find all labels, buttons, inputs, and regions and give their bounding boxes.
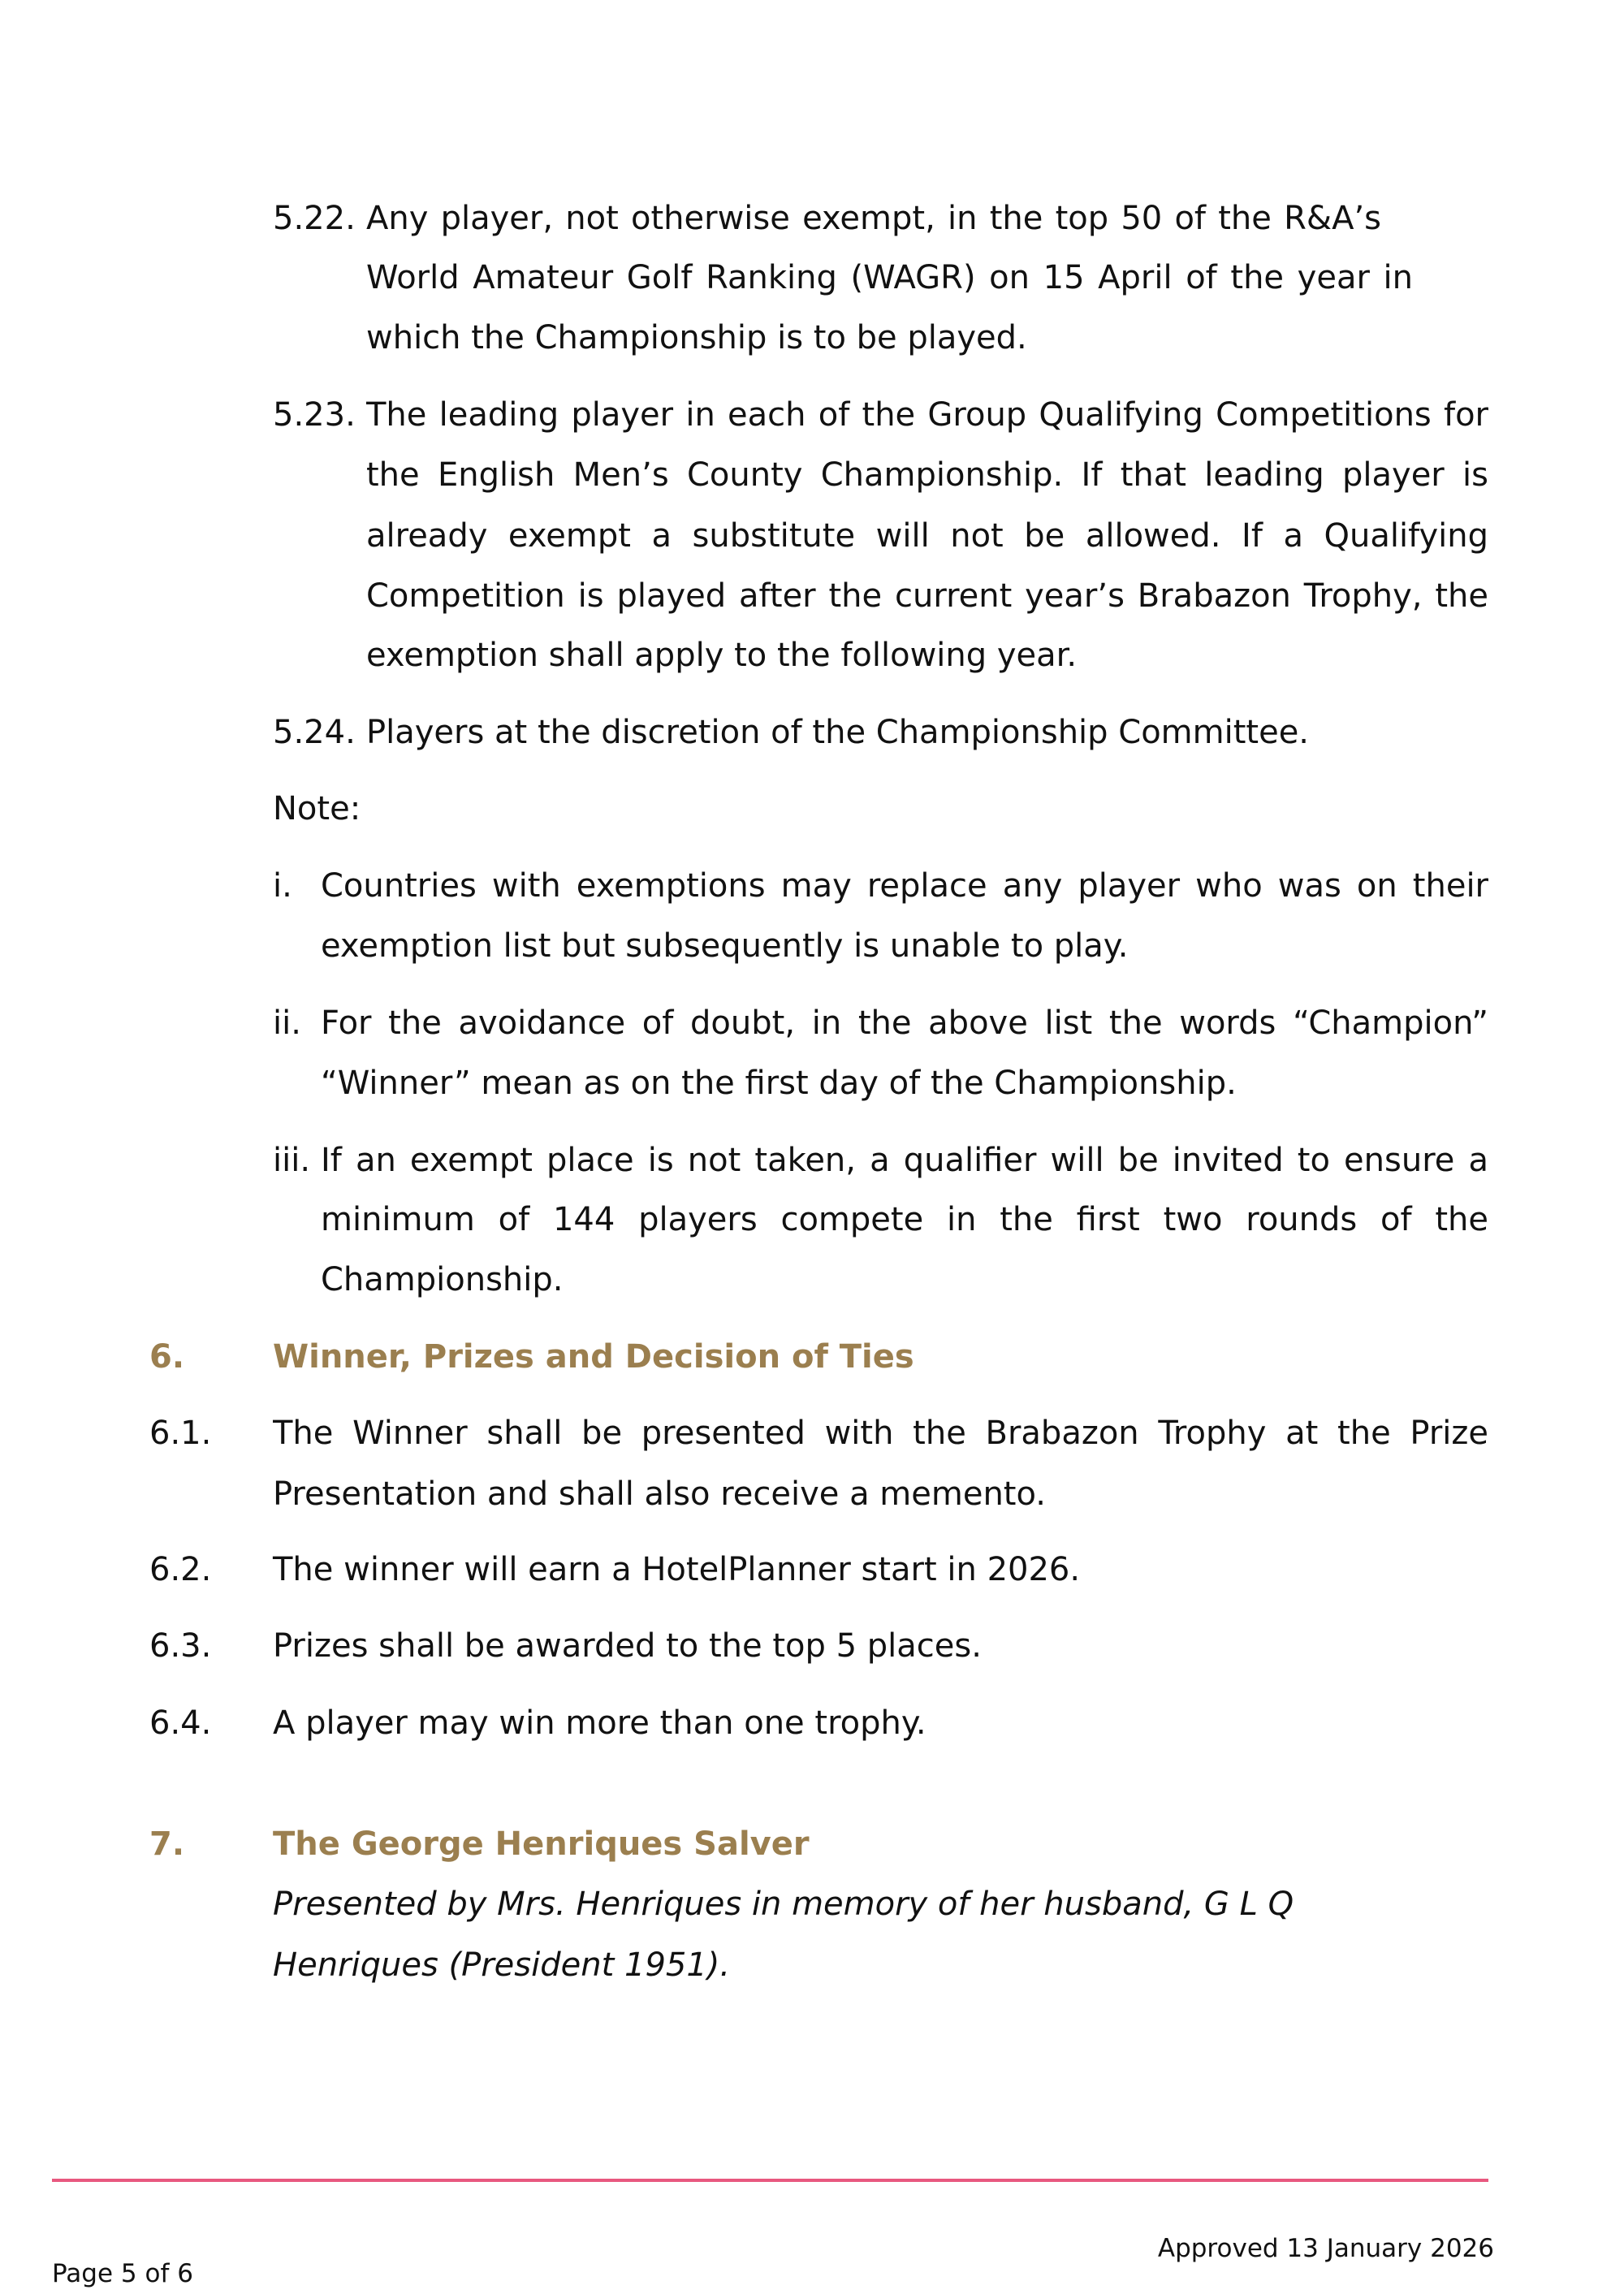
clause-text: A player may win more than one trophy.	[273, 1704, 926, 1742]
note-number: i.	[273, 867, 292, 905]
footer-divider	[52, 2179, 1488, 2182]
approved-date: Approved 13 January 2026	[1157, 2234, 1494, 2263]
note-text: exemption list but subsequently is unable to play.	[321, 927, 1129, 965]
section-heading: Winner, Prizes and Decision of Ties	[273, 1338, 914, 1376]
clause-text: Prizes shall be awarded to the top 5 places.	[273, 1627, 982, 1665]
note-text: If an exempt place is not taken, a qualifier will be invited to ensure a	[321, 1142, 1488, 1179]
note-text: Countries with exemptions may replace any player who was on their	[321, 867, 1488, 905]
clause-text: Any player, not otherwise exempt, in the top 50 of the R&A’s	[366, 200, 1381, 237]
note-number: iii.	[273, 1142, 311, 1179]
note-number: ii.	[273, 1004, 301, 1042]
clause-number: 5.24.	[273, 714, 356, 751]
note-text: “Winner” mean as on the first day of the Championship.	[321, 1065, 1237, 1102]
section-heading: The George Henriques Salver	[273, 1825, 810, 1863]
section-subtitle: Henriques (President 1951).	[273, 1946, 731, 1984]
clause-number: 6.1.	[149, 1415, 212, 1452]
note-text: minimum of 144 players compete in the first two rounds of the	[321, 1201, 1488, 1238]
clause-text: Presentation and shall also receive a memento.	[273, 1475, 1046, 1513]
clause-number: 5.22.	[273, 200, 356, 237]
clause-text: The Winner shall be presented with the Brabazon Trophy at the Prize	[273, 1415, 1488, 1452]
clause-text: The winner will earn a HotelPlanner start in 2026.	[273, 1551, 1081, 1588]
clause-text: World Amateur Golf Ranking (WAGR) on 15 April of the year in	[366, 259, 1413, 296]
note-label: Note:	[273, 790, 361, 827]
clause-text: the English Men’s County Championship. If that leading player is	[366, 456, 1488, 494]
clause-text: The leading player in each of the Group Qualifying Competitions for	[366, 396, 1488, 434]
section-number: 6.	[149, 1338, 185, 1376]
page-number: Page 5 of 6	[52, 2259, 193, 2288]
clause-number: 5.23.	[273, 396, 356, 434]
clause-text: Competition is played after the current year’s Brabazon Trophy, the	[366, 577, 1488, 615]
note-text: For the avoidance of doubt, in the above list the words “Champion”	[321, 1004, 1488, 1042]
clause-number: 6.3.	[149, 1627, 212, 1665]
clause-number: 6.4.	[149, 1704, 212, 1742]
clause-number: 6.2.	[149, 1551, 212, 1588]
clause-text: already exempt a substitute will not be allowed. If a Qualifying	[366, 517, 1488, 555]
note-text: Championship.	[321, 1261, 564, 1298]
clause-text: Players at the discretion of the Championship Committee.	[366, 714, 1310, 751]
clause-text: which the Championship is to be played.	[366, 319, 1027, 356]
section-subtitle: Presented by Mrs. Henriques in memory of her husband, G L Q	[273, 1886, 1294, 1923]
clause-text: exemption shall apply to the following year.	[366, 637, 1078, 674]
section-number: 7.	[149, 1825, 185, 1863]
